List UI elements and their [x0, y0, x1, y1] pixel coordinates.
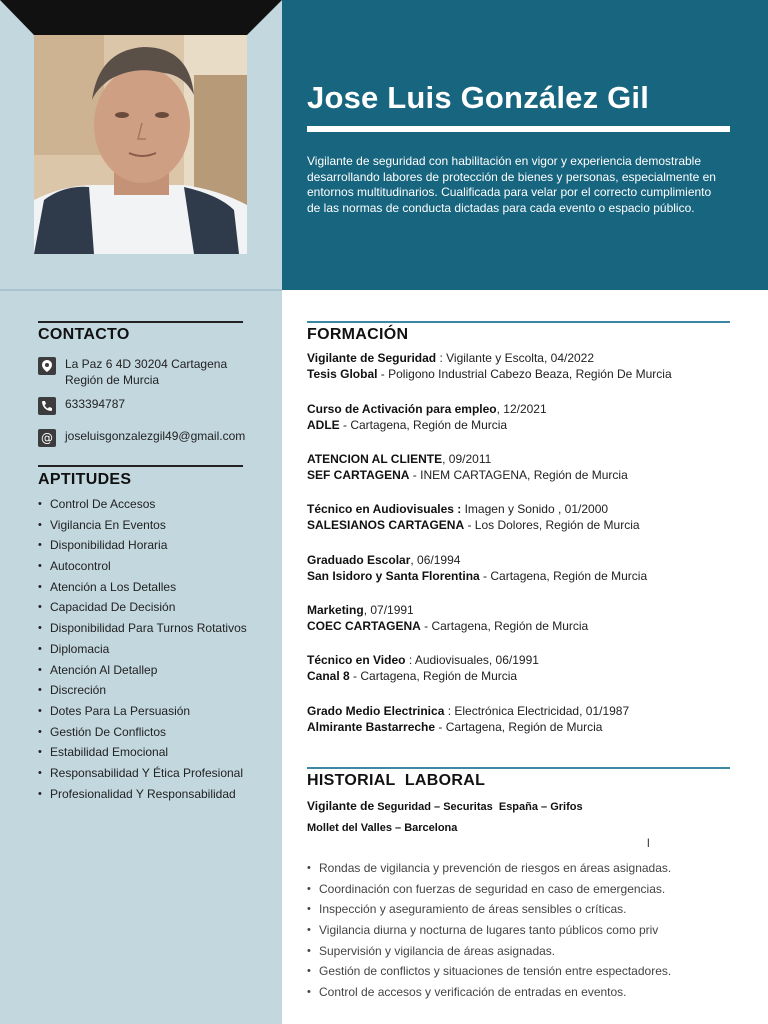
skill-item: • Disponibilidad Horaria — [38, 537, 247, 558]
education-detail: : Electrónica Electricidad, 01/1987 — [444, 704, 630, 718]
education-school: San Isidoro y Santa Florentina — [307, 568, 480, 583]
address-line2: Región de Murcia — [65, 372, 160, 387]
education-entry — [307, 603, 737, 634]
education-location: - Cartagena, Región de Murcia — [339, 417, 508, 432]
education-detail: , 07/1991 — [363, 603, 414, 617]
skill-item: • Capacidad De Decisión — [38, 599, 247, 620]
job-title-rest: Seguridad – Securitas España – Grifos — [374, 801, 583, 813]
education-entry — [307, 704, 737, 735]
education-degree: Técnico en Video — [307, 653, 406, 667]
profile-photo — [34, 35, 247, 254]
skill-item: • Atención a Los Detalles — [38, 579, 247, 600]
location-pin-icon — [38, 357, 56, 375]
duty-item: • Control de accesos y verificación de entradas en eventos. — [307, 984, 671, 1005]
stray-mark: l — [647, 836, 650, 850]
duty-item: • Gestión de conflictos y situaciones de tensión entre espectadores. — [307, 963, 671, 984]
skill-item: • Disponibilidad Para Turnos Rotativos — [38, 620, 247, 641]
education-entry — [307, 402, 737, 433]
education-detail: , 09/2011 — [442, 452, 492, 466]
education-entry — [307, 351, 737, 382]
education-rule — [307, 321, 730, 323]
education-degree: Graduado Escolar — [307, 553, 411, 567]
work-rule — [307, 767, 730, 769]
education-location: - Cartagena, Región de Murcia — [479, 568, 648, 583]
email-link[interactable]: joseluisgonzalezgil49@gmail.com — [65, 429, 246, 443]
skill-item: • Diplomacia — [38, 641, 247, 662]
education-detail: : Vigilante y Escolta, 04/2022 — [436, 351, 595, 365]
phone-number[interactable]: 633394787 — [65, 397, 126, 411]
education-degree: Vigilante de Seguridad — [307, 351, 437, 365]
education-entry — [307, 653, 737, 684]
job-location: Mollet del Valles – Barcelona — [307, 822, 458, 834]
phone-icon — [38, 397, 56, 415]
skills-heading: APTITUDES — [38, 471, 132, 488]
skill-item: • Estabilidad Emocional — [38, 744, 247, 765]
education-entry — [307, 553, 737, 584]
education-degree: Curso de Activación para empleo — [307, 402, 497, 416]
education-degree: Marketing — [307, 603, 364, 617]
skill-item: • Autocontrol — [38, 558, 247, 579]
education-location: - Poligono Industrial Cabezo Beaza, Región De Murcia — [377, 366, 672, 381]
duty-item: • Coordinación con fuerzas de seguridad en caso de emergencias. — [307, 881, 671, 902]
education-degree: ATENCION AL CLIENTE — [307, 452, 443, 466]
contact-email — [38, 429, 245, 447]
skill-item: • Control De Accesos — [38, 496, 247, 517]
education-location: - Cartagena, Región de Murcia — [435, 719, 603, 734]
duty-item: • Rondas de vigilancia y prevención de riesgos en áreas asignadas. — [307, 860, 671, 881]
education-location: - Los Dolores, Región de Murcia — [464, 517, 640, 532]
skill-item: • Profesionalidad Y Responsabilidad — [38, 786, 247, 807]
education-location: - INEM CARTAGENA, Región de Murcia — [409, 467, 628, 482]
skill-item: • Vigilancia En Eventos — [38, 517, 247, 538]
education-location: - Cartagena, Región de Murcia — [349, 668, 518, 683]
education-school: ADLE — [307, 417, 340, 432]
header-banner — [282, 0, 768, 290]
sidebar-divider — [0, 289, 282, 291]
job-title-main: Vigilante de — [307, 799, 375, 813]
education-detail: , 12/2021 — [496, 402, 547, 416]
duty-item: • Inspección y aseguramiento de áreas sensibles o críticas. — [307, 901, 671, 922]
education-degree: Técnico en Audiovisuales : — [307, 502, 462, 516]
education-detail: , 06/1994 — [410, 553, 461, 567]
contact-rule — [38, 321, 243, 323]
duties-list — [307, 860, 671, 1005]
skill-item: • Dotes Para La Persuasión — [38, 703, 247, 724]
skill-item: • Gestión De Conflictos — [38, 724, 247, 745]
skill-item: • Atención Al Detallep — [38, 662, 247, 683]
job-title — [307, 799, 583, 813]
education-entry — [307, 502, 737, 533]
skill-item: • Responsabilidad Y Ética Profesional — [38, 765, 247, 786]
education-location: - Cartagena, Región de Murcia — [420, 618, 589, 633]
education-detail: Imagen y Sonido , 01/2000 — [461, 502, 609, 516]
candidate-name: Jose Luis González Gil — [307, 80, 650, 115]
profile-summary: Vigilante de seguridad con habilitación en vigor y experiencia demostrable desarrollando labores de protección de bienes y personas, especialmente en entornos multitudinarios. Cualificada para velar por el correcto cumplimiento de las normas de conducta dictadas para cada evento o espacio público. — [307, 154, 716, 215]
education-entry — [307, 452, 737, 483]
duty-item: • Supervisión y vigilancia de áreas asignadas. — [307, 943, 671, 964]
work-heading: HISTORIAL LABORAL — [307, 772, 486, 789]
education-heading: FORMACIÓN — [307, 326, 409, 343]
skills-list — [38, 496, 247, 806]
top-notch-decoration — [0, 0, 282, 35]
education-school: Almirante Bastarreche — [307, 719, 436, 734]
at-sign-icon: @ — [38, 429, 56, 447]
education-school: Tesis Global — [307, 366, 378, 381]
contact-heading: CONTACTO — [38, 326, 130, 343]
address-line1: La Paz 6 4D 30204 Cartagena — [65, 357, 228, 371]
skills-rule — [38, 465, 243, 467]
duty-item: • Vigilancia diurna y nocturna de lugares tanto públicos como priv — [307, 922, 671, 943]
education-school: Canal 8 — [307, 668, 350, 683]
education-school: SEF CARTAGENA — [307, 467, 410, 482]
contact-phone — [38, 397, 125, 415]
contact-address — [38, 357, 227, 388]
name-underline — [307, 126, 730, 132]
education-degree: Grado Medio Electrinica — [307, 704, 445, 718]
education-detail: : Audiovisuales, 06/1991 — [405, 653, 539, 667]
education-school: SALESIANOS CARTAGENA — [307, 517, 465, 532]
skill-item: • Discreción — [38, 682, 247, 703]
education-school: COEC CARTAGENA — [307, 618, 421, 633]
